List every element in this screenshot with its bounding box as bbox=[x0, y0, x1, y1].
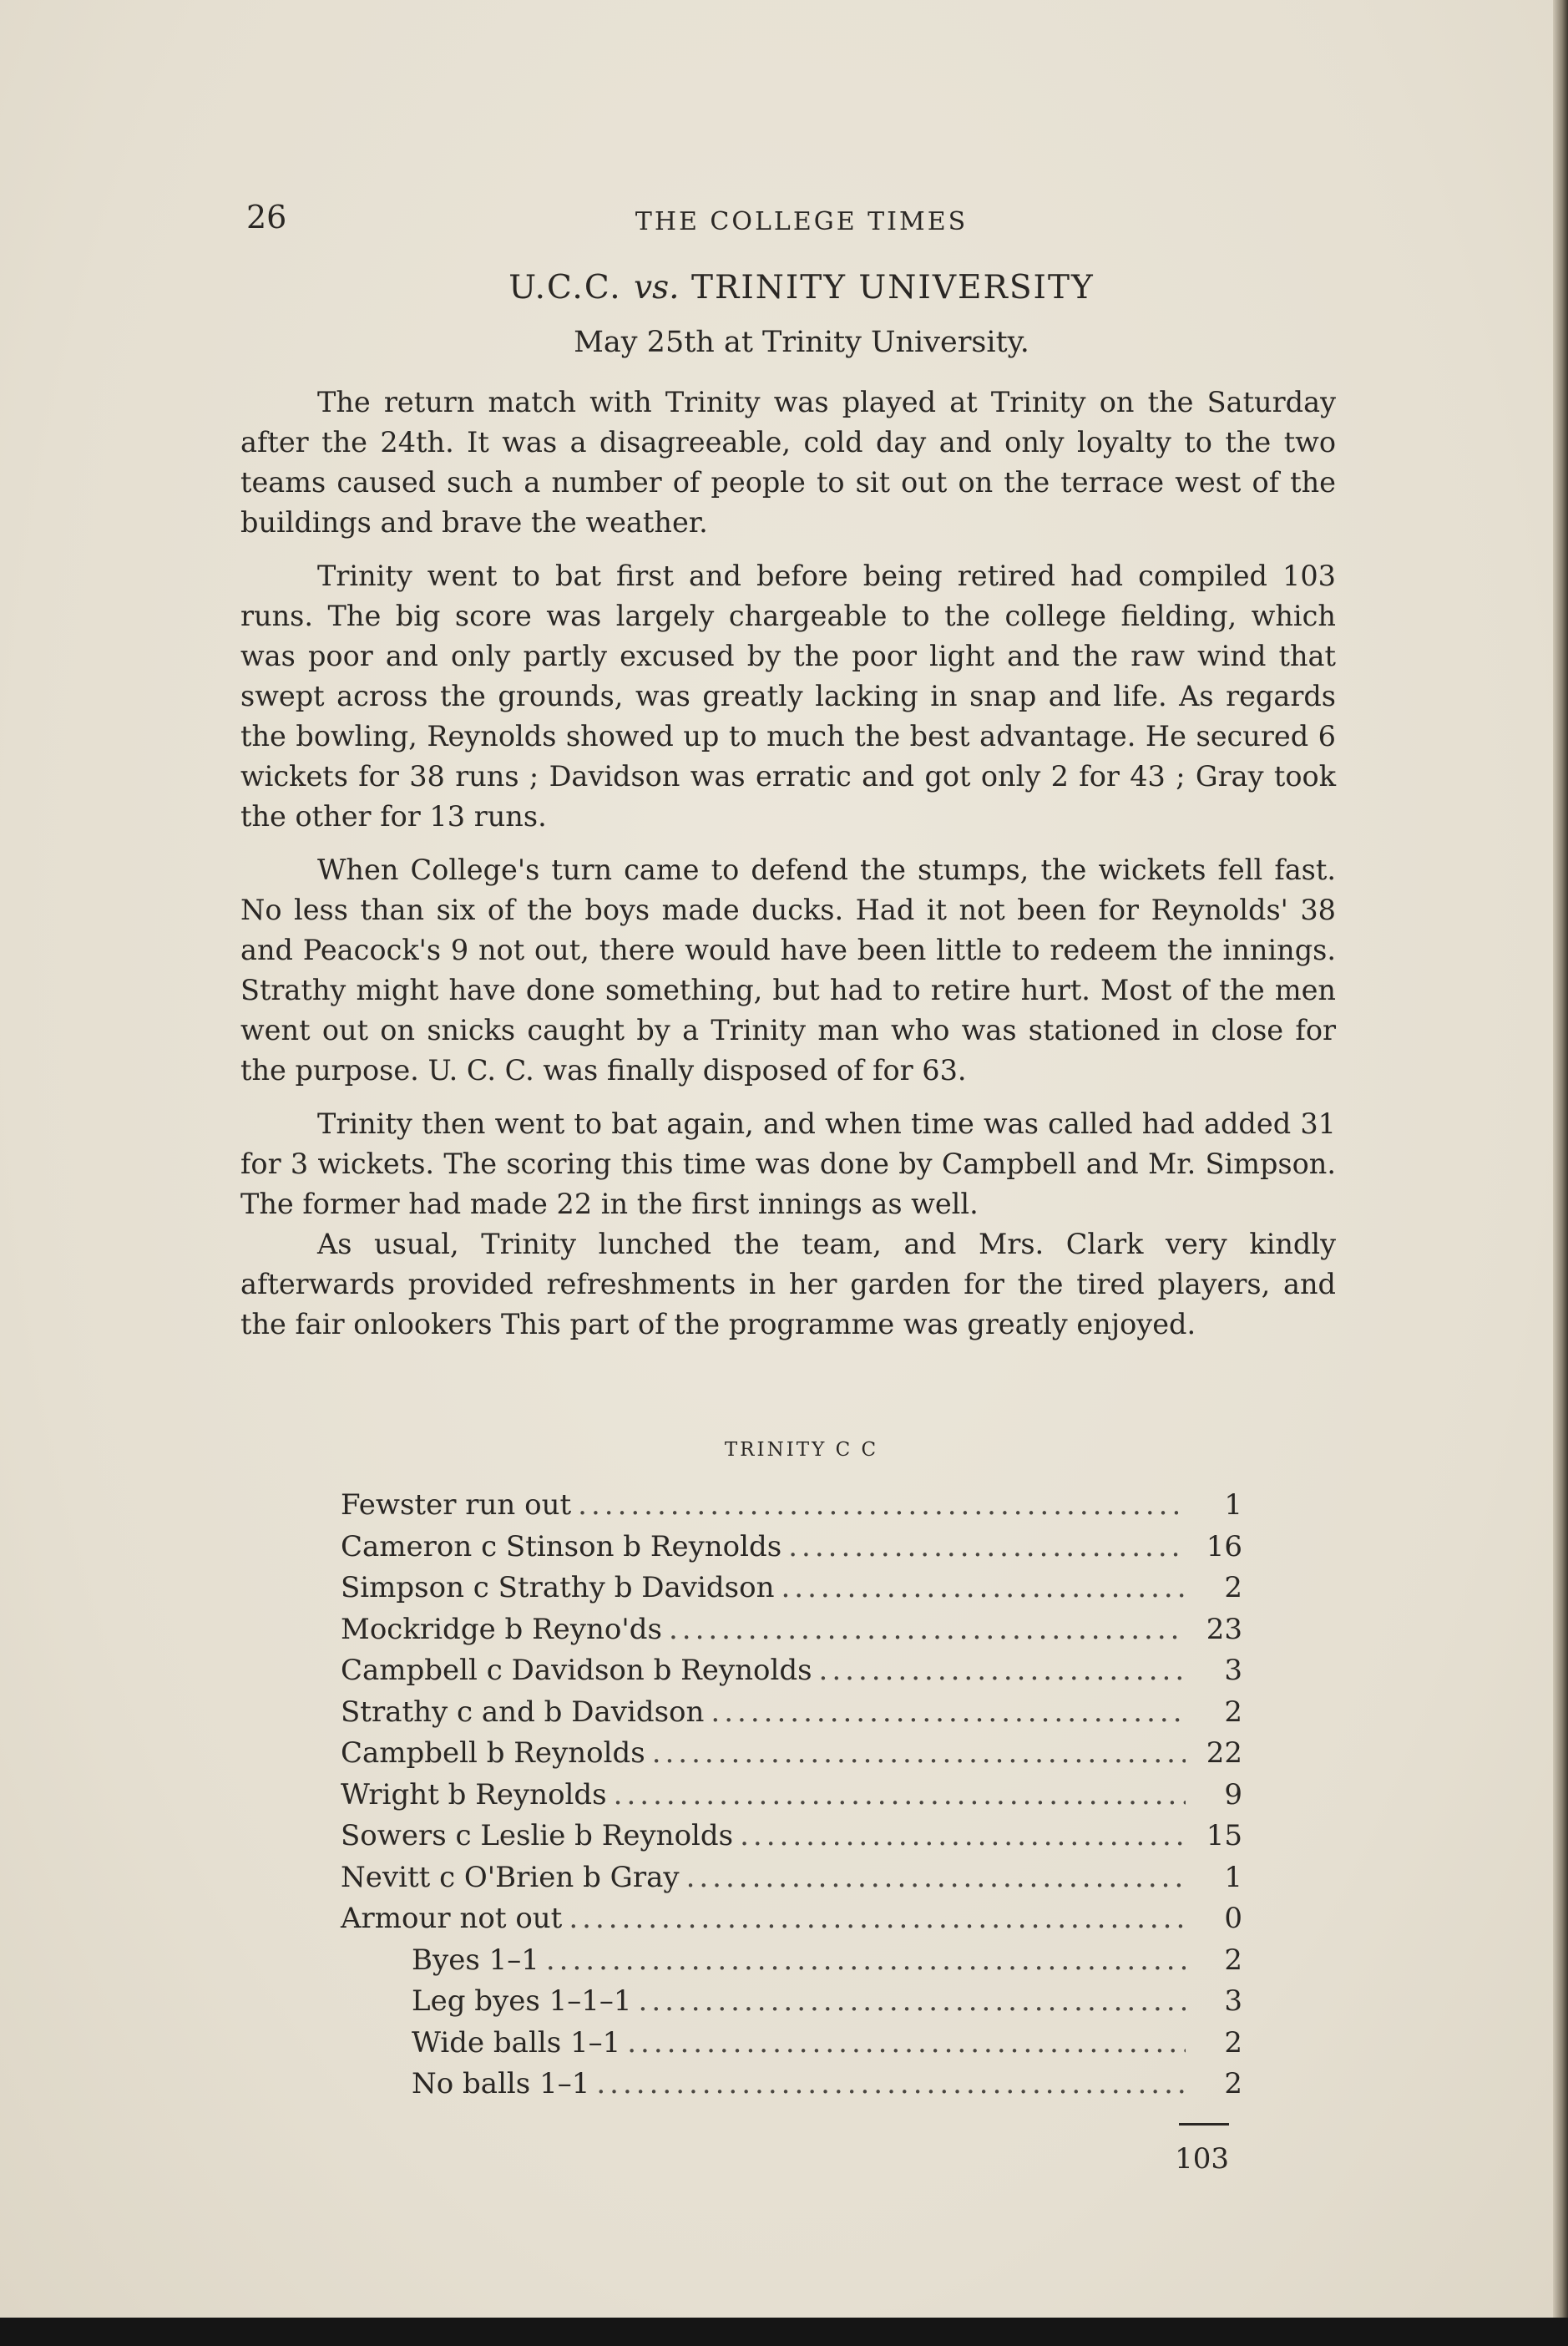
scorecard bbox=[341, 1485, 1242, 2105]
extras-entry: Leg byes 1–1–1 bbox=[412, 1984, 632, 2018]
batsman-entry: Strathy c and b Davidson bbox=[341, 1695, 705, 1729]
batting-row bbox=[341, 1898, 1242, 1940]
extras-entry: No balls 1–1 bbox=[412, 2067, 590, 2100]
extras-row bbox=[341, 1981, 1242, 2023]
batsman-entry: Simpson c Strathy b Davidson bbox=[341, 1571, 775, 1604]
dot-leader bbox=[711, 1692, 1186, 1734]
running-title: THE COLLEGE TIMES bbox=[635, 207, 969, 236]
runs-value: 9 bbox=[1224, 1777, 1242, 1811]
article-subtitle: May 25th at Trinity University. bbox=[574, 326, 1029, 359]
dot-leader bbox=[569, 1898, 1186, 1940]
extras-row bbox=[341, 2064, 1242, 2105]
paragraph: Trinity then went to bat again, and when time was called had added 31 for 3 wickets. The scoring this time was done by Campbell and Mr. Simpson. The former had made 22 in the first innings as well. bbox=[240, 1107, 1336, 1220]
dot-leader bbox=[819, 1650, 1186, 1692]
paragraph: As usual, Trinity lunched the team, and Mrs. Clark very kindly afterwards provided refreshments in her garden for the tired players, and the fair onlookers This part of the programme was greatly enjoyed. bbox=[240, 1228, 1336, 1340]
paragraph: The return match with Trinity was played at Trinity on the Saturday after the 24th. It was a disagreeable, cold day and only loyalty to the two teams caused such a number of people to sit out on the terrace west of the buildings and brave the weather. bbox=[240, 386, 1336, 539]
extras-row bbox=[341, 1940, 1242, 1982]
total-rule bbox=[1179, 2123, 1229, 2126]
page-number: 26 bbox=[246, 199, 287, 236]
dot-leader bbox=[788, 1527, 1186, 1568]
batsman-entry: Wright b Reynolds bbox=[341, 1777, 607, 1811]
dot-leader bbox=[627, 2023, 1186, 2065]
paragraph: Trinity went to bat first and before being retired had compiled 103 runs. The big score was largely chargeable to the college fielding, which was poor and only partly excused by the poor light and the raw wind that swept across the grounds, was greatly lacking in snap and life. As regards the bowling, Reynolds showed up to much the best advantage. He secured 6 wickets for 38 runs ; Davidson was erratic and got only 2 for 43 ; Gray took the other for 13 runs. bbox=[240, 560, 1336, 833]
batting-row bbox=[341, 1816, 1242, 1857]
page-edge-shadow bbox=[1553, 0, 1568, 2346]
runs-value: 2 bbox=[1224, 1571, 1242, 1604]
dot-leader bbox=[596, 2064, 1186, 2105]
dot-leader bbox=[614, 1775, 1186, 1817]
total-runs: 103 bbox=[1175, 2142, 1229, 2176]
dot-leader bbox=[740, 1816, 1186, 1857]
batting-row bbox=[341, 1527, 1242, 1568]
runs-value: 2 bbox=[1224, 1943, 1242, 1977]
batting-row bbox=[341, 1692, 1242, 1734]
page-header bbox=[246, 199, 1357, 249]
runs-value: 2 bbox=[1224, 2067, 1242, 2100]
runs-value: 1 bbox=[1224, 1860, 1242, 1894]
batsman-entry: Nevitt c O'Brien b Gray bbox=[341, 1860, 680, 1894]
batting-row bbox=[341, 1650, 1242, 1692]
batsman-entry: Sowers c Leslie b Reynolds bbox=[341, 1819, 734, 1852]
article-body bbox=[240, 383, 1336, 1358]
dot-leader bbox=[669, 1609, 1186, 1651]
dot-leader bbox=[686, 1857, 1186, 1899]
batting-row bbox=[341, 1485, 1242, 1527]
batsman-entry: Campbell c Davidson b Reynolds bbox=[341, 1654, 812, 1687]
batting-row bbox=[341, 1733, 1242, 1775]
article-title-vs: vs. bbox=[634, 269, 680, 307]
dot-leader bbox=[578, 1485, 1186, 1527]
batsman-entry: Armour not out bbox=[341, 1902, 563, 1935]
dot-leader bbox=[781, 1568, 1186, 1609]
scorecard-title: TRINITY C C bbox=[724, 1439, 879, 1461]
runs-value: 22 bbox=[1206, 1736, 1242, 1770]
article-title bbox=[246, 269, 1357, 307]
runs-value: 2 bbox=[1224, 1695, 1242, 1729]
dot-leader bbox=[639, 1981, 1186, 2023]
extras-row bbox=[341, 2023, 1242, 2065]
runs-value: 23 bbox=[1206, 1612, 1242, 1646]
batsman-entry: Mockridge b Reyno'ds bbox=[341, 1612, 662, 1646]
runs-value: 3 bbox=[1224, 1984, 1242, 2018]
runs-value: 3 bbox=[1224, 1654, 1242, 1687]
batting-row bbox=[341, 1568, 1242, 1609]
batsman-entry: Fewster run out bbox=[341, 1488, 572, 1522]
runs-value: 1 bbox=[1224, 1488, 1242, 1522]
runs-value: 0 bbox=[1224, 1902, 1242, 1935]
dot-leader bbox=[652, 1733, 1186, 1775]
scan-bottom-band bbox=[0, 2318, 1568, 2346]
runs-value: 2 bbox=[1224, 2025, 1242, 2060]
batsman-entry: Campbell b Reynolds bbox=[341, 1736, 645, 1770]
extras-entry: Wide balls 1–1 bbox=[412, 2025, 621, 2060]
batsman-entry: Cameron c Stinson b Reynolds bbox=[341, 1529, 782, 1563]
runs-value: 16 bbox=[1206, 1529, 1242, 1563]
batting-row bbox=[341, 1857, 1242, 1899]
article-title-prefix: U.C.C. bbox=[508, 269, 622, 307]
batting-row bbox=[341, 1775, 1242, 1817]
batting-row bbox=[341, 1609, 1242, 1651]
article-title-suffix: TRINITY UNIVERSITY bbox=[690, 269, 1095, 307]
extras-entry: Byes 1–1 bbox=[412, 1943, 539, 1977]
dot-leader bbox=[546, 1940, 1186, 1982]
runs-value: 15 bbox=[1206, 1819, 1242, 1852]
paragraph: When College's turn came to defend the stumps, the wickets fell fast. No less than six of the boys made ducks. Had it not been for Reynolds' 38 and Peacock's 9 not out, there would have been little to redeem the innings. Strathy might have done something, but had to retire hurt. Most of the men went out on snicks caught by a Trinity man who was stationed in close for the purpose. U. C. C. was finally disposed of for 63. bbox=[240, 854, 1336, 1087]
